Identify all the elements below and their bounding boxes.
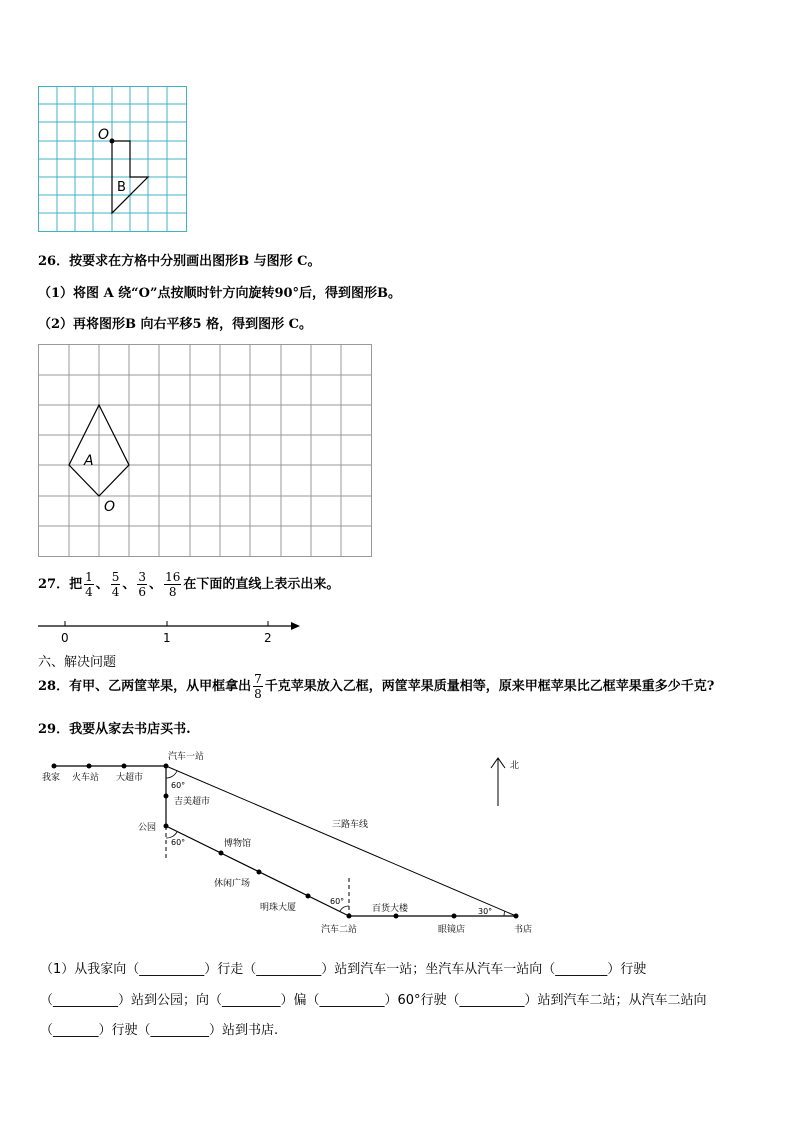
dot-home — [52, 764, 57, 769]
label-north: 北 — [510, 761, 520, 771]
fraction-1-4: $\frac{1}{4}$ — [85, 570, 93, 599]
q29-title: 29．我要从家去书店买书. — [38, 722, 191, 737]
angle-arc-bus2 — [340, 906, 349, 911]
angle-label-3: 60° — [330, 897, 345, 906]
fraction-16-8: $\frac{16}{8}$ — [165, 570, 181, 599]
q29-line2: （__________）站到公园；向（_________）偏（__________）60°行驶（__________）站到汽车二站；从汽车二站向 — [40, 993, 707, 1008]
label-b-top: B — [117, 180, 126, 195]
dot-leisure — [257, 870, 262, 875]
label-bus1: 汽车一站 — [168, 752, 205, 762]
q28-text — [38, 670, 714, 704]
label-dept: 百货大楼 — [372, 904, 409, 914]
route-map — [38, 748, 558, 938]
fraction-5-4: $\frac{5}{4}$ — [111, 570, 120, 599]
section-6-heading: 六、解决问题 — [38, 655, 117, 670]
q27-sep3: 、 — [149, 577, 163, 592]
q27-text — [38, 568, 339, 602]
label-train: 火车站 — [72, 773, 100, 783]
label-supermarket: 大超市 — [116, 773, 144, 783]
dot-bookstore — [514, 914, 519, 919]
angle-label-2: 60° — [171, 838, 186, 847]
q26-step2: （2）再将图形B 向右平移5 格，得到图形 C。 — [38, 317, 313, 332]
q29-line1: （1）从我家向（__________）行走（__________）站到汽车一站；坐汽车从汽车一站向（________）行驶 — [40, 962, 647, 977]
label-pearl: 明珠大厦 — [260, 903, 297, 913]
q27-sep2: 、 — [122, 577, 136, 592]
angle-arc-bookstore — [504, 911, 505, 916]
label-bus2: 汽车二站 — [321, 925, 358, 935]
label-a: A — [84, 453, 94, 469]
label-bookstore: 书店 — [514, 925, 533, 935]
top-grid-figure — [38, 86, 187, 232]
dot-bus2 — [347, 914, 352, 919]
dot-supermarket — [122, 764, 127, 769]
angle-label-1: 60° — [171, 781, 186, 790]
q28-suffix: 千克苹果放入乙框，两筐苹果质量相等，原来甲框苹果比乙框苹果重多少千克? — [264, 679, 715, 694]
q27-prefix: 27．把 — [38, 577, 83, 592]
road-line3 — [166, 766, 516, 916]
q29-line3: （_______）行驶（_________）站到书店. — [40, 1023, 279, 1038]
dot-jimei — [164, 794, 169, 799]
q28-prefix: 28．有甲、乙两筐苹果，从甲框拿出 — [38, 679, 252, 694]
q26-grid-lines — [38, 344, 372, 557]
label-glasses: 眼镜店 — [438, 925, 466, 935]
label-o-top: O — [98, 127, 110, 143]
label-line3: 三路车线 — [332, 820, 369, 830]
q26-title: 26．按要求在方格中分别画出图形B 与图形 C。 — [38, 254, 321, 269]
tick-label-2: 2 — [264, 631, 272, 645]
dot-pearl — [306, 894, 311, 899]
q27-suffix: 在下面的直线上表示出来。 — [183, 577, 340, 592]
angle-arc-bus1 — [166, 771, 177, 778]
q26-step1: （1）将图 A 绕“O”点按顺时针方向旋转90°后，得到图形B。 — [38, 286, 402, 301]
angle-label-4: 30° — [478, 907, 493, 916]
number-line — [38, 615, 300, 647]
q26-grid-figure — [38, 344, 372, 557]
point-o-dot — [110, 139, 115, 144]
dot-train — [87, 764, 92, 769]
dot-bus1 — [164, 764, 169, 769]
fraction-7-8: $\frac{7}{8}$ — [254, 672, 262, 701]
label-leisure: 休闲广场 — [214, 879, 251, 889]
label-museum: 博物馆 — [224, 839, 252, 849]
label-jimei: 吉美超市 — [174, 797, 211, 807]
label-park: 公园 — [138, 823, 157, 833]
q27-sep1: 、 — [95, 577, 109, 592]
label-o-q26: O — [104, 499, 116, 515]
dot-glasses — [452, 914, 457, 919]
dot-dept — [394, 914, 399, 919]
dot-museum — [219, 851, 224, 856]
label-home: 我家 — [42, 773, 61, 783]
number-line-arrow — [291, 622, 300, 630]
tick-label-0: 0 — [61, 631, 69, 645]
tick-label-1: 1 — [163, 631, 171, 645]
fraction-3-6: $\frac{3}{6}$ — [138, 570, 147, 599]
dot-park — [164, 824, 169, 829]
